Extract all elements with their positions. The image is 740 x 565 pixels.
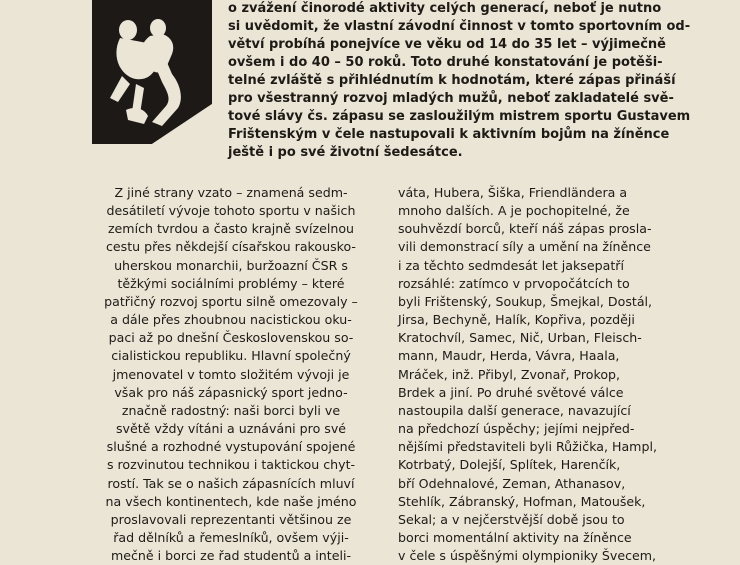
left-column-line: na všech kontinentech, kde naše jméno [105, 493, 357, 509]
intro-paragraph [228, 0, 698, 162]
left-column-line: paci až po dnešní Československou so- [108, 330, 354, 346]
right-text-column [398, 184, 680, 565]
right-column-line: váta, Hubera, Šiška, Friendländera a [398, 185, 628, 200]
right-column-line: vili demonstrací síly a umění na žíněnce [398, 239, 651, 255]
intro-line: Frištenským v čele nastupovali k aktivním bojům na žíněnce [228, 127, 670, 142]
right-column-line: souhvězdí borců, kteří náš zápas prosla- [398, 221, 652, 237]
right-column-line: Jirsa, Bechyně, Halík, Kopřiva, později [398, 312, 635, 328]
left-column-line: Z jiné strany vzato – znamená sedm- [114, 185, 348, 200]
right-column-line: Mráček, inž. Přibyl, Zvonař, Prokop, [398, 366, 621, 382]
right-column-line: Sekal; a v nejčerstvější době jsou to [398, 511, 625, 527]
intro-line: telné zvláště s přihlédnutím k hodnotám, které zápas přináší [228, 73, 676, 88]
intro-line: o zvážení činorodé aktivity celých generací, neboť je nutno [228, 1, 662, 16]
left-column-line: a dále přes zhoubnou nacistickou oku- [110, 312, 352, 328]
intro-line: si uvědomit, že vlastní závodní činnost v tomto sportovním od- [228, 19, 691, 34]
right-column-line: nastoupila další generace, navazující [398, 402, 631, 418]
right-column-line: na předchozí úspěchy; jejími nejpřed- [398, 421, 635, 437]
right-column-line: Stehlík, Zábranský, Hofman, Matoušek, [398, 493, 646, 509]
intro-line: ovšem i do 40 – 50 roků. Toto druhé konstatování je potěši- [228, 55, 663, 70]
right-column-line: Kotrbatý, Dolejší, Splítek, Harenčík, [398, 457, 621, 473]
left-column-line: proslavovali reprezentanti většinou ze [110, 511, 352, 527]
left-column-line: cialistickou republiku. Hlavní společný [111, 348, 351, 364]
right-column-line: rozsáhlé: zatímco v prvopočátcích to [398, 275, 630, 291]
right-column-line: v čele s úspěšnými olympioniky Švecem, [398, 548, 657, 564]
intro-line: větví probíhá ponejvíce ve věku od 14 do 35 let – výjimečně [228, 37, 667, 52]
left-column-line: mečně i borci ze řad studentů a inteli- [110, 548, 351, 564]
right-column-line: Brdek a jiní. Po druhé světové válce [398, 384, 624, 400]
right-column-line: i za těchto sedmdesát let jaksepatří [398, 257, 624, 273]
intro-line: pro všestranný rozvoj mladých mužů, neboť zakladatelé svě- [228, 91, 674, 106]
left-column-line: jmenovatel v tomto složitém vývoji je [112, 366, 350, 382]
right-column-line: borci momentální aktivity na žíněnce [398, 529, 632, 545]
right-column-line: mann, Maudr, Herda, Vávra, Haala, [398, 348, 620, 364]
left-column-line: však pro náš zápasnický sport jedno- [114, 384, 348, 400]
intro-line: tové slávy čs. zápasu se zasloužilým mistrem sportu Gustavem [228, 109, 691, 124]
right-column-line: Kratochvíl, Samec, Nič, Urban, Fleisch- [398, 330, 642, 346]
left-column-line: patřičný rozvoj sportu silně omezovaly – [104, 293, 358, 309]
left-column-line: značně radostný: naši borci byli ve [121, 402, 341, 418]
left-column-line: uherskou monarchii, buržoazní ČSR s [114, 257, 348, 273]
left-text-column [90, 184, 372, 565]
right-column-line: nějšími představiteli byli Růžička, Hampl, [398, 439, 657, 455]
right-column-line: byli Frištenský, Soukup, Šmejkal, Dostál, [398, 293, 653, 309]
left-column-line: cestu přes někdejší císařskou rakousko- [106, 239, 356, 255]
left-column-line: rostí. Tak se o našich zápasnících mluví [107, 475, 355, 491]
left-column-line: těžkými sociálními problémy – které [117, 275, 345, 291]
wrestlers-emblem-icon [92, 0, 212, 144]
left-column-line: zemích tvrdou a často krajně svízelnou [107, 221, 355, 237]
left-column-line: desátiletí vývoje tohoto sportu v našich [106, 203, 356, 219]
right-column-line: mnoho dalších. A je pochopitelné, že [398, 203, 630, 219]
right-column-line: bří Odehnalové, Zeman, Athanasov, [398, 475, 626, 491]
left-column-line: řad dělníků a řemeslníků, ovšem výji- [113, 529, 349, 545]
left-column-line: slušné a rozhodné vystupování spojené [106, 439, 356, 455]
intro-line: ještě i po své životní šedesátce. [228, 145, 463, 160]
left-column-line: s rozvinutou technikou i taktickou chyt- [106, 457, 356, 473]
left-column-line: světě vždy vítáni a uznáváni pro své [115, 421, 347, 437]
